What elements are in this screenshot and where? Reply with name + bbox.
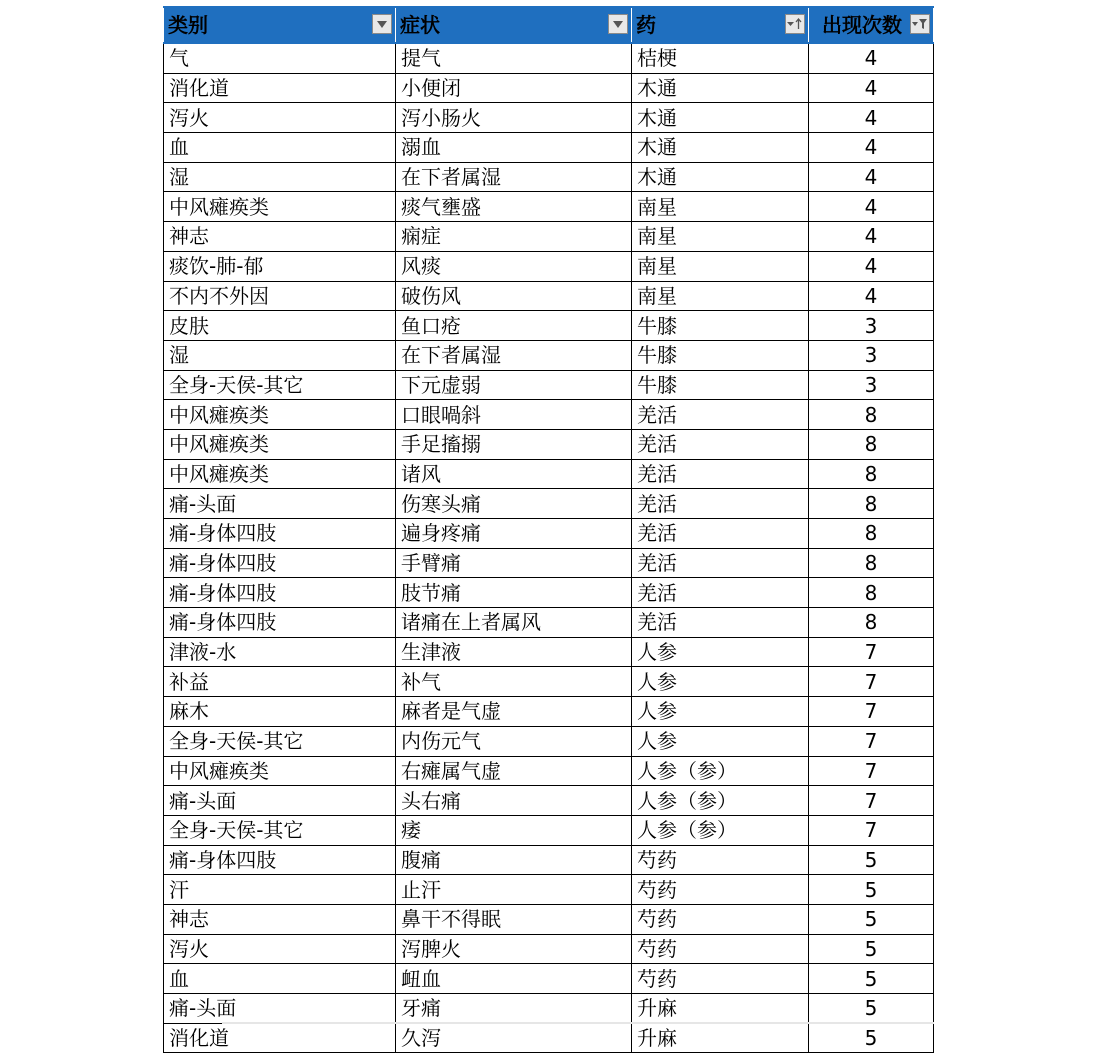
- cell-symptom[interactable]: 内伤元气: [396, 726, 632, 756]
- cell-medicine[interactable]: 羌活: [632, 459, 809, 489]
- cell-medicine[interactable]: 升麻: [632, 1023, 809, 1053]
- cell-symptom[interactable]: 口眼喎斜: [396, 400, 632, 430]
- cell-medicine[interactable]: 木通: [632, 73, 809, 103]
- cell-medicine[interactable]: 木通: [632, 133, 809, 163]
- cell-category[interactable]: 痛-头面: [164, 489, 396, 519]
- cell-symptom[interactable]: 头右痛: [396, 786, 632, 816]
- cell-symptom[interactable]: 风痰: [396, 251, 632, 281]
- cell-medicine[interactable]: 南星: [632, 222, 809, 252]
- table-row: [164, 548, 934, 578]
- cell-category[interactable]: 痛-身体四肢: [164, 608, 396, 638]
- spreadsheet-table: [163, 6, 933, 1053]
- table-body: [164, 43, 934, 1053]
- cell-medicine[interactable]: 羌活: [632, 608, 809, 638]
- column-header-medicine[interactable]: [632, 7, 809, 43]
- cell-medicine[interactable]: 牛膝: [632, 370, 809, 400]
- cell-category[interactable]: 气: [164, 43, 396, 73]
- table-row: [164, 162, 934, 192]
- cell-medicine[interactable]: 羌活: [632, 519, 809, 549]
- table-row: [164, 192, 934, 222]
- cell-symptom[interactable]: 右瘫属气虚: [396, 756, 632, 786]
- cell-category[interactable]: 神志: [164, 222, 396, 252]
- cell-medicine[interactable]: 羌活: [632, 400, 809, 430]
- cell-count[interactable]: 4: [809, 251, 934, 281]
- cell-medicine[interactable]: 牛膝: [632, 311, 809, 341]
- table-row: [164, 845, 934, 875]
- cell-category[interactable]: 消化道: [164, 73, 396, 103]
- cell-medicine[interactable]: 南星: [632, 192, 809, 222]
- cell-category[interactable]: 汗: [164, 875, 396, 905]
- cell-count[interactable]: 7: [809, 667, 934, 697]
- cell-count[interactable]: 4: [809, 133, 934, 163]
- cell-count[interactable]: 8: [809, 489, 934, 519]
- cell-count[interactable]: 3: [809, 311, 934, 341]
- cell-category[interactable]: 痛-身体四肢: [164, 519, 396, 549]
- cell-symptom[interactable]: 提气: [396, 43, 632, 73]
- table-row: [164, 281, 934, 311]
- cell-medicine[interactable]: 人参: [632, 697, 809, 727]
- cell-medicine[interactable]: 芍药: [632, 964, 809, 994]
- cell-symptom[interactable]: 诸风: [396, 459, 632, 489]
- cell-symptom[interactable]: 痿: [396, 815, 632, 845]
- table-row: [164, 103, 934, 133]
- cell-count[interactable]: 8: [809, 400, 934, 430]
- cell-category[interactable]: 中风瘫痪类: [164, 400, 396, 430]
- cell-symptom[interactable]: 痰气壅盛: [396, 192, 632, 222]
- cell-category[interactable]: 津液-水: [164, 637, 396, 667]
- cell-category[interactable]: 全身-天侯-其它: [164, 815, 396, 845]
- table-row: [164, 489, 934, 519]
- table-row: [164, 73, 934, 103]
- cell-count[interactable]: 5: [809, 994, 934, 1024]
- cell-category[interactable]: 补益: [164, 667, 396, 697]
- cell-count[interactable]: 4: [809, 73, 934, 103]
- cell-category[interactable]: 痛-头面: [164, 994, 396, 1024]
- cell-medicine[interactable]: 羌活: [632, 489, 809, 519]
- cell-medicine[interactable]: 芍药: [632, 904, 809, 934]
- cell-count[interactable]: 3: [809, 340, 934, 370]
- cell-symptom[interactable]: 泻脾火: [396, 934, 632, 964]
- table-row: [164, 726, 934, 756]
- cell-symptom[interactable]: 在下者属湿: [396, 162, 632, 192]
- table-row: [164, 875, 934, 905]
- cell-category[interactable]: 泻火: [164, 934, 396, 964]
- cell-medicine[interactable]: 人参（参）: [632, 815, 809, 845]
- cell-category[interactable]: 皮肤: [164, 311, 396, 341]
- cell-count[interactable]: 7: [809, 786, 934, 816]
- cell-symptom[interactable]: 破伤风: [396, 281, 632, 311]
- cell-count[interactable]: 4: [809, 281, 934, 311]
- table-row: [164, 815, 934, 845]
- cell-symptom[interactable]: 在下者属湿: [396, 340, 632, 370]
- cell-category[interactable]: 湿: [164, 162, 396, 192]
- cell-count[interactable]: 3: [809, 370, 934, 400]
- table-row: [164, 904, 934, 934]
- table-row: [164, 994, 934, 1024]
- cell-symptom[interactable]: 鼻干不得眠: [396, 904, 632, 934]
- cell-count[interactable]: 7: [809, 815, 934, 845]
- cell-category[interactable]: 泻火: [164, 103, 396, 133]
- cell-category[interactable]: 中风瘫痪类: [164, 192, 396, 222]
- cell-medicine[interactable]: 桔梗: [632, 43, 809, 73]
- cell-symptom[interactable]: 泻小肠火: [396, 103, 632, 133]
- cell-category[interactable]: 湿: [164, 340, 396, 370]
- cell-category[interactable]: 痛-身体四肢: [164, 578, 396, 608]
- sort-ascending-filter-icon[interactable]: [785, 14, 805, 34]
- cell-count[interactable]: 4: [809, 103, 934, 133]
- cell-count[interactable]: 8: [809, 608, 934, 638]
- table-row: [164, 667, 934, 697]
- cell-medicine[interactable]: 南星: [632, 251, 809, 281]
- cell-symptom[interactable]: 麻者是气虚: [396, 697, 632, 727]
- cell-category[interactable]: 中风瘫痪类: [164, 429, 396, 459]
- cell-category[interactable]: 全身-天侯-其它: [164, 370, 396, 400]
- cell-medicine[interactable]: 芍药: [632, 934, 809, 964]
- table-row: [164, 311, 934, 341]
- cell-symptom[interactable]: 腹痛: [396, 845, 632, 875]
- cell-count[interactable]: 7: [809, 637, 934, 667]
- cell-category[interactable]: 全身-天侯-其它: [164, 726, 396, 756]
- active-filter-icon[interactable]: [910, 14, 930, 34]
- cell-symptom[interactable]: 止汗: [396, 875, 632, 905]
- cell-symptom[interactable]: 补气: [396, 667, 632, 697]
- cell-symptom[interactable]: 衄血: [396, 964, 632, 994]
- cell-count[interactable]: 5: [809, 964, 934, 994]
- cell-symptom[interactable]: 伤寒头痛: [396, 489, 632, 519]
- table-row: [164, 340, 934, 370]
- cell-medicine[interactable]: 木通: [632, 162, 809, 192]
- filter-dropdown-icon[interactable]: [372, 14, 392, 34]
- column-header-label: 出现次数: [822, 13, 902, 37]
- cell-category[interactable]: 痰饮-肺-郁: [164, 251, 396, 281]
- table-row: [164, 429, 934, 459]
- table-row: [164, 756, 934, 786]
- cell-symptom[interactable]: 手臂痛: [396, 548, 632, 578]
- column-header-count[interactable]: [809, 7, 934, 43]
- cell-medicine[interactable]: 芍药: [632, 845, 809, 875]
- cell-category[interactable]: 不内不外因: [164, 281, 396, 311]
- cell-medicine[interactable]: 羌活: [632, 429, 809, 459]
- cell-count[interactable]: 5: [809, 904, 934, 934]
- cell-medicine[interactable]: 木通: [632, 103, 809, 133]
- cell-medicine[interactable]: 芍药: [632, 875, 809, 905]
- cell-symptom[interactable]: 痫症: [396, 222, 632, 252]
- cell-count[interactable]: 7: [809, 726, 934, 756]
- cell-count[interactable]: 8: [809, 578, 934, 608]
- cell-count[interactable]: 4: [809, 192, 934, 222]
- table-row: [164, 459, 934, 489]
- cell-symptom[interactable]: 手足搐搦: [396, 429, 632, 459]
- cell-count[interactable]: 5: [809, 1023, 934, 1053]
- table-row: [164, 133, 934, 163]
- column-header-symptom[interactable]: [396, 7, 632, 43]
- column-header-label: 类别: [168, 13, 208, 37]
- cell-count[interactable]: 8: [809, 429, 934, 459]
- cell-symptom[interactable]: 遍身疼痛: [396, 519, 632, 549]
- cell-medicine[interactable]: 人参（参）: [632, 786, 809, 816]
- column-header-category[interactable]: [164, 7, 396, 43]
- cell-count[interactable]: 8: [809, 519, 934, 549]
- cell-category[interactable]: 麻木: [164, 697, 396, 727]
- cell-symptom[interactable]: 鱼口疮: [396, 311, 632, 341]
- table-row: [164, 964, 934, 994]
- cell-medicine[interactable]: 羌活: [632, 578, 809, 608]
- sheet-bottom-edge: [222, 1022, 934, 1024]
- table-row: [164, 400, 934, 430]
- cell-symptom[interactable]: 肢节痛: [396, 578, 632, 608]
- cell-category[interactable]: 痛-身体四肢: [164, 548, 396, 578]
- cell-symptom[interactable]: 生津液: [396, 637, 632, 667]
- table-row: [164, 370, 934, 400]
- cell-count[interactable]: 4: [809, 43, 934, 73]
- cell-count[interactable]: 8: [809, 548, 934, 578]
- cell-count[interactable]: 5: [809, 845, 934, 875]
- cell-symptom[interactable]: 诸痛在上者属风: [396, 608, 632, 638]
- cell-count[interactable]: 4: [809, 162, 934, 192]
- cell-count[interactable]: 8: [809, 459, 934, 489]
- cell-count[interactable]: 7: [809, 756, 934, 786]
- cell-medicine[interactable]: 南星: [632, 281, 809, 311]
- table-row: [164, 608, 934, 638]
- table-row: [164, 637, 934, 667]
- cell-symptom[interactable]: 牙痛: [396, 994, 632, 1024]
- cell-category[interactable]: 消化道: [164, 1023, 396, 1053]
- header-row: [164, 7, 934, 43]
- cell-medicine[interactable]: 升麻: [632, 994, 809, 1024]
- table-row: [164, 578, 934, 608]
- cell-category[interactable]: 神志: [164, 904, 396, 934]
- table-row: [164, 786, 934, 816]
- column-header-label: 药: [636, 13, 656, 37]
- cell-medicine[interactable]: 人参: [632, 726, 809, 756]
- cell-count[interactable]: 4: [809, 222, 934, 252]
- column-header-label: 症状: [400, 13, 440, 37]
- cell-category[interactable]: 痛-身体四肢: [164, 845, 396, 875]
- table-row: [164, 519, 934, 549]
- cell-symptom[interactable]: 小便闭: [396, 73, 632, 103]
- table-row: [164, 222, 934, 252]
- cell-category[interactable]: 中风瘫痪类: [164, 459, 396, 489]
- table-row: [164, 251, 934, 281]
- cell-category[interactable]: 血: [164, 964, 396, 994]
- cell-symptom[interactable]: 久泻: [396, 1023, 632, 1053]
- table-row: [164, 697, 934, 727]
- cell-symptom[interactable]: 下元虚弱: [396, 370, 632, 400]
- cell-count[interactable]: 5: [809, 934, 934, 964]
- table-row: [164, 43, 934, 73]
- cell-medicine[interactable]: 人参: [632, 637, 809, 667]
- cell-category[interactable]: 中风瘫痪类: [164, 756, 396, 786]
- table-row: [164, 1023, 934, 1053]
- filter-dropdown-icon[interactable]: [608, 14, 628, 34]
- cell-medicine[interactable]: 牛膝: [632, 340, 809, 370]
- table-row: [164, 934, 934, 964]
- cell-symptom[interactable]: 溺血: [396, 133, 632, 163]
- cell-medicine[interactable]: 人参（参）: [632, 756, 809, 786]
- cell-count[interactable]: 7: [809, 697, 934, 727]
- cell-medicine[interactable]: 羌活: [632, 548, 809, 578]
- cell-category[interactable]: 痛-头面: [164, 786, 396, 816]
- cell-category[interactable]: 血: [164, 133, 396, 163]
- cell-medicine[interactable]: 人参: [632, 667, 809, 697]
- cell-count[interactable]: 5: [809, 875, 934, 905]
